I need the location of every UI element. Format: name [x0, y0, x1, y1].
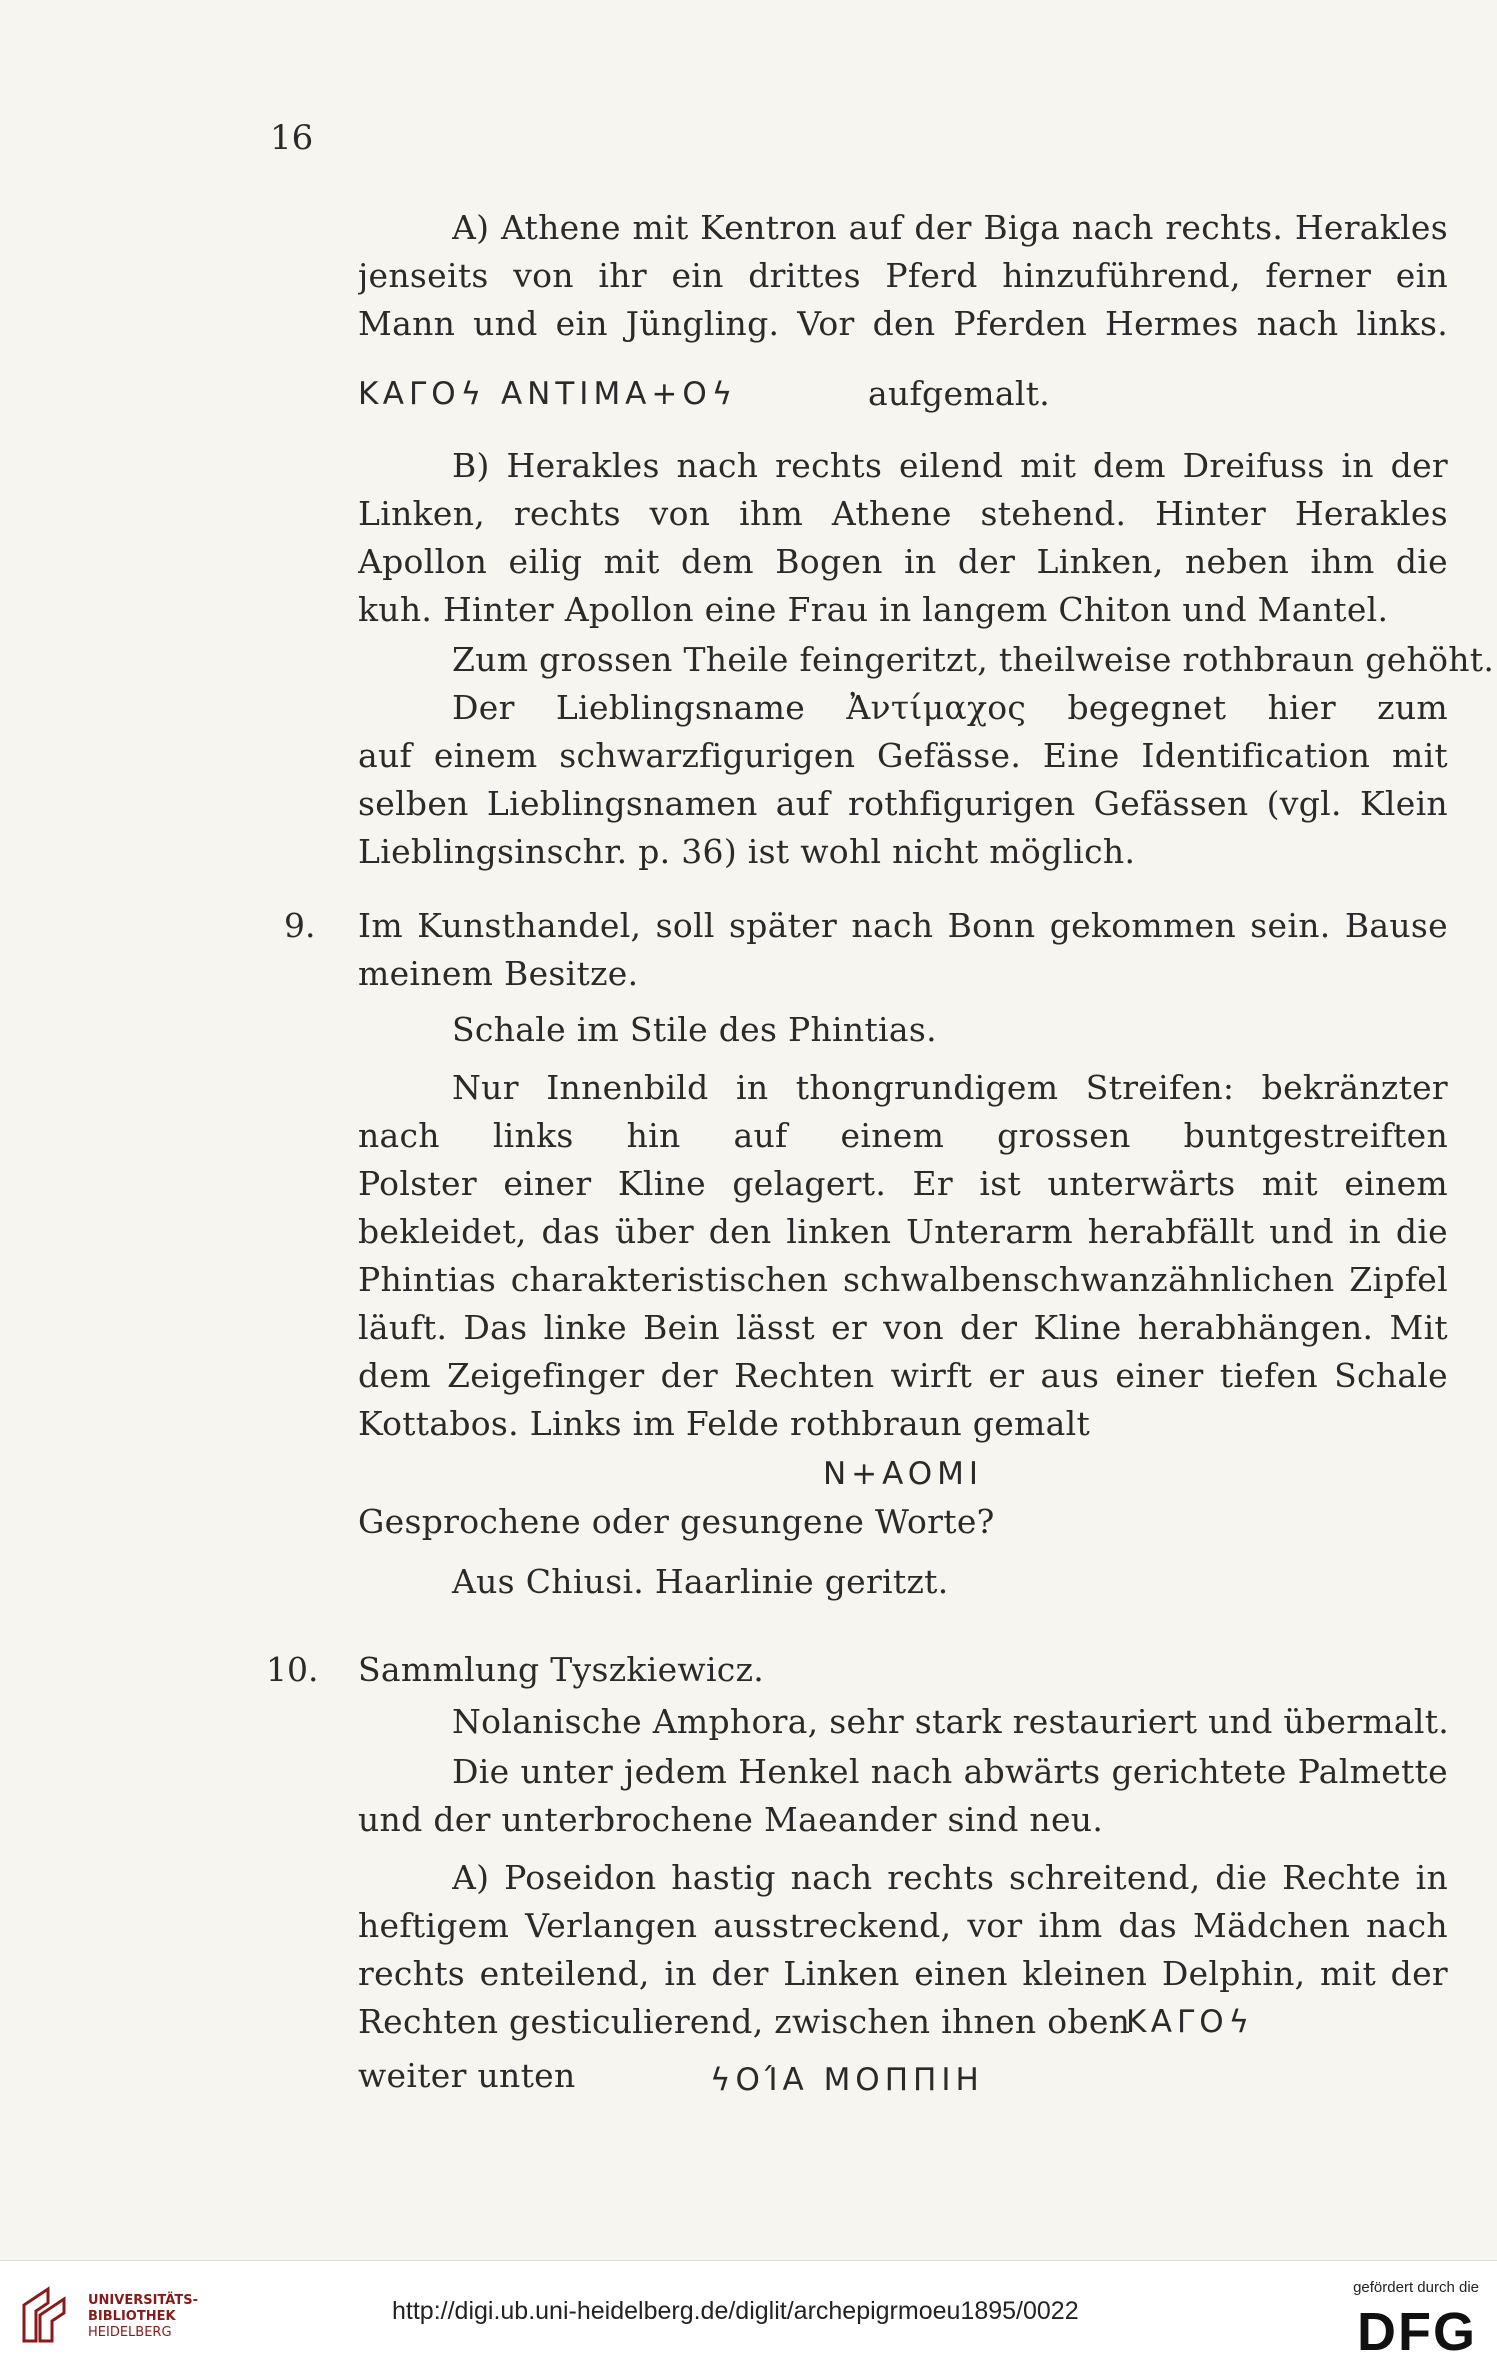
- university-library-logo-icon: [18, 2283, 76, 2345]
- inscription-kalos: KAΓOϟ: [1126, 2004, 1255, 2040]
- text-line: meinem Besitze.: [358, 954, 639, 993]
- text-line: Lieblingsinschr. p. 36) ist wohl nicht möglich.: [358, 832, 1136, 871]
- inscription-nachaomi: N+AOMI: [822, 1456, 984, 1492]
- text-line: Nur Innenbild in thongrundigem Streifen: bekränzter: [452, 1068, 1448, 1107]
- text-line: Aus Chiusi. Haarlinie geritzt.: [452, 1562, 949, 1601]
- permalink-url[interactable]: http://digi.ub.uni-heidelberg.de/diglit/archepigrmoeu1895/0022: [392, 2297, 1079, 2325]
- entry-number-10: 10.: [266, 1650, 319, 1689]
- text-line: Schale im Stile des Phintias.: [452, 1010, 937, 1049]
- text-line: Apollon eilig mit dem Bogen in der Linken, neben ihm die: [358, 542, 1448, 581]
- dfg-logo: DFG: [1357, 2302, 1477, 2362]
- text-line: Zum grossen Theile feingeritzt, theilweise rothbraun gehöht.: [452, 640, 1495, 679]
- text-line: und der unterbrochene Maeander sind neu.: [358, 1800, 1104, 1839]
- text-line: kuh. Hinter Apollon eine Frau in langem Chiton und Mantel.: [358, 590, 1389, 629]
- text-line: jenseits von ihr ein drittes Pferd hinzuführend, ferner ein: [358, 256, 1448, 295]
- text-line: A) Athene mit Kentron auf der Biga nach rechts. Herakles: [452, 208, 1448, 247]
- text-line: Mann und ein Jüngling. Vor den Pferden Hermes nach links.: [358, 304, 1448, 343]
- text-line: Rechten gesticulierend, zwischen ihnen oben: [358, 2002, 1131, 2041]
- text-line: Linken, rechts von ihm Athene stehend. Hinter Herakles: [358, 494, 1448, 533]
- text-line: heftigem Verlangen ausstreckend, vor ihm das Mädchen nach: [358, 1906, 1448, 1945]
- library-line: UNIVERSITÄTS-: [88, 2293, 198, 2308]
- library-line: HEIDELBERG: [88, 2325, 172, 2340]
- page-number: 16: [270, 118, 314, 158]
- text-line: dem Zeigefinger der Rechten wirft er aus einer tiefen Schale: [358, 1356, 1448, 1395]
- text-line: Sammlung Tyszkiewicz.: [358, 1650, 765, 1689]
- text-line: Die unter jedem Henkel nach abwärts gerichtete Palmette: [452, 1752, 1448, 1791]
- text-line: Nolanische Amphora, sehr stark restauriert und übermalt.: [452, 1702, 1450, 1741]
- text-line: B) Herakles nach rechts eilend mit dem Dreifuss in der: [452, 446, 1448, 485]
- inscription-kalos-antimachos: KAΓOϟ ANTIMA+Oϟ: [358, 376, 738, 412]
- text-line: Polster einer Kline gelagert. Er ist unterwärts mit einem: [358, 1164, 1448, 1203]
- text-line: weiter unten: [358, 2056, 576, 2095]
- entry-number-9: 9.: [284, 906, 316, 945]
- text-line: aufgemalt.: [868, 374, 1051, 413]
- text-line: nach links hin auf einem grossen buntgestreiften: [358, 1116, 1448, 1155]
- text-line: rechts enteilend, in der Linken einen kleinen Delphin, mit der: [358, 1954, 1448, 1993]
- footer-bar: [0, 2260, 1497, 2375]
- inscription-retrograde: ϟOΊΑ ΜΟΠΠΙΗ: [710, 2062, 984, 2098]
- text-line: Phintias charakteristischen schwalbenschwanzähnlichen Zipfel: [358, 1260, 1448, 1299]
- text-line: läuft. Das linke Bein lässt er von der Kline herabhängen. Mit: [358, 1308, 1448, 1347]
- text-line: auf einem schwarzfigurigen Gefässe. Eine Identification mit: [358, 736, 1448, 775]
- text-line: Im Kunsthandel, soll später nach Bonn gekommen sein. Bause: [358, 906, 1448, 945]
- text-line: Der Lieblingsname Ἀντίμαχος begegnet hier zum: [452, 688, 1448, 727]
- text-line: A) Poseidon hastig nach rechts schreitend, die Rechte in: [452, 1858, 1448, 1897]
- funder-caption: gefördert durch die: [1353, 2279, 1479, 2296]
- library-line: BIBLIOTHEK: [88, 2309, 176, 2324]
- text-line: selben Lieblingsnamen auf rothfigurigen Gefässen (vgl. Klein: [358, 784, 1448, 823]
- text-line: Kottabos. Links im Felde rothbraun gemalt: [358, 1404, 1090, 1443]
- university-library-name: [88, 2293, 198, 2341]
- text-line: bekleidet, das über den linken Unterarm herabfällt und in die: [358, 1212, 1448, 1251]
- text-line: Gesprochene oder gesungene Worte?: [358, 1502, 995, 1541]
